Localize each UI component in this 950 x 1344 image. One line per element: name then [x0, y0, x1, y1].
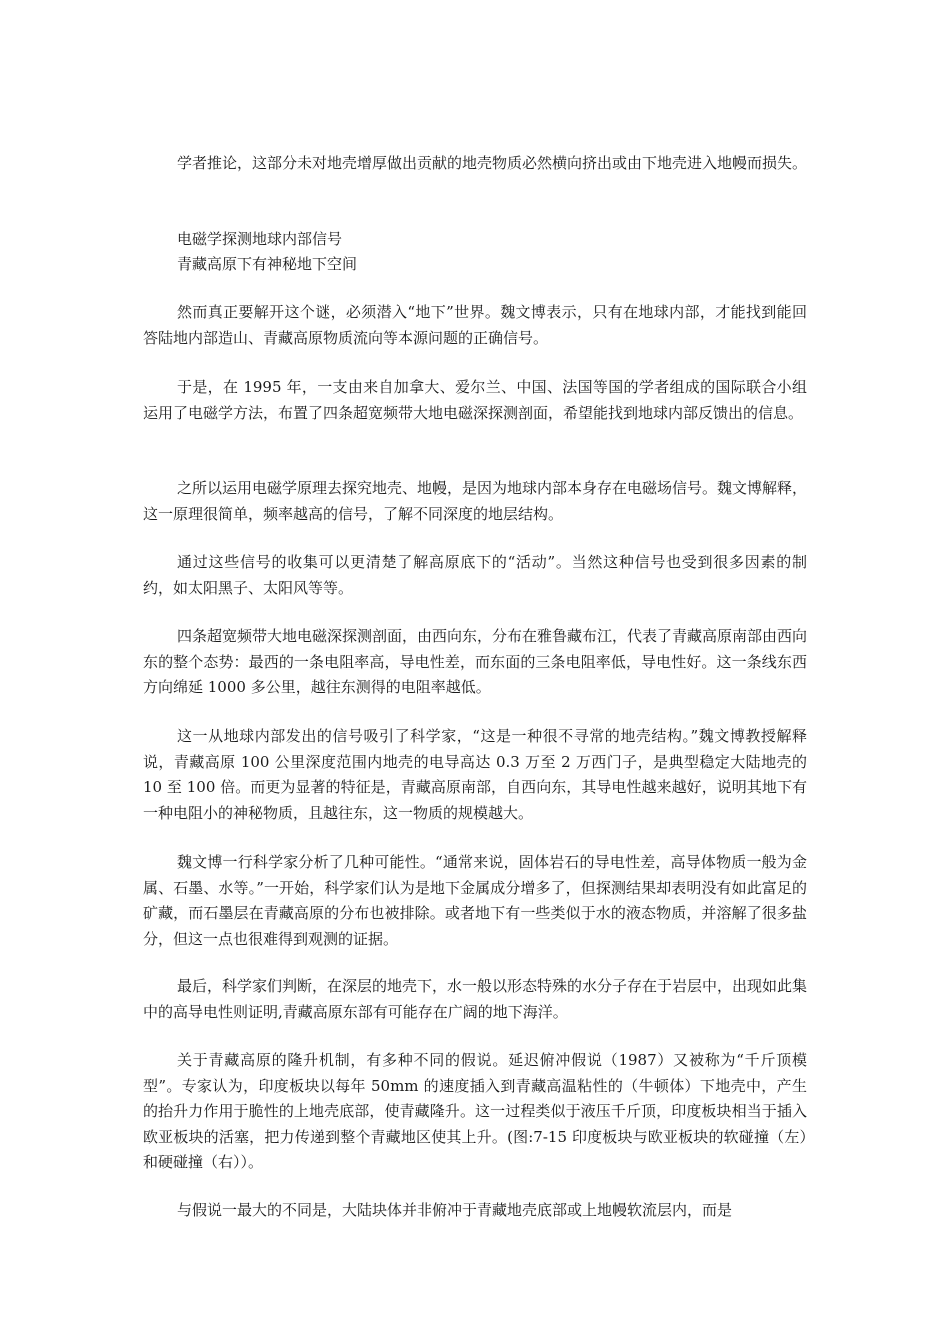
paragraph-5: 通过这些信号的收集可以更清楚了解高原底下的“活动”。当然这种信号也受到很多因素的制约，如太阳黑子、太阳风等等。: [143, 553, 807, 597]
section-heading-2: 青藏高原下有神秘地下空间: [177, 255, 358, 273]
paragraph-2: 然而真正要解开这个谜，必须潜入“地下”世界。魏文博表示，只有在地球内部，才能找到能回答陆地内部造山、青藏高原物质流向等本源问题的正确信号。: [143, 303, 807, 347]
paragraph-11: 与假说一最大的不同是，大陆块体并非俯冲于青藏地壳底部或上地幔软流层内，而是: [177, 1201, 733, 1219]
paragraph-7: 这一从地球内部发出的信号吸引了科学家，“这是一种很不寻常的地壳结构。”魏文博教授解释说，青藏高原 100 公里深度范围内地壳的电导高达 0.3 万至 2 万西门子，是典型稳定大陆地壳的 10 至 100 倍。而更为显著的特征是，青藏高原南部，自西向东，其导电性越来越好，说明其地下有一种电阻小的神秘物质，且越往东，这一物质的规模越大。: [143, 727, 807, 822]
paragraph-10: 关于青藏高原的隆升机制，有多种不同的假说。延迟俯冲假说（1987）又被称为“千斤顶模型”。专家认为，印度板块以每年 50mm 的速度插入到青藏高温粘性的（牛顿体）下地壳中，产生的抬升力作用于脆性的上地壳底部，使青藏隆升。这一过程类似于液压千斤顶，印度板块相当于插入欧亚板块的活塞，把力传递到整个青藏地区使其上升。(图:7-15 印度板块与欧亚板块的软碰撞（左）和硬碰撞（右））。: [143, 1051, 807, 1171]
paragraph-8: 魏文博一行科学家分析了几种可能性。“通常来说，固体岩石的导电性差，高导体物质一般为金属、石墨、水等。”一开始，科学家们认为是地下金属成分增多了，但探测结果却表明没有如此富足的矿藏，而石墨层在青藏高原的分布也被排除。或者地下有一些类似于水的液态物质，并溶解了很多盐分，但这一点也很难得到观测的证据。: [143, 853, 807, 948]
section-heading-1: 电磁学探测地球内部信号: [177, 230, 343, 248]
paragraph-6: 四条超宽频带大地电磁深探测剖面，由西向东，分布在雅鲁藏布江，代表了青藏高原南部由西向东的整个态势：最西的一条电阻率高，导电性差，而东面的三条电阻率低，导电性好。这一条线东西方向绵延 1000 多公里，越往东测得的电阻率越低。: [143, 627, 808, 696]
paragraph-1: 学者推论，这部分未对地壳增厚做出贡献的地壳物质必然横向挤出或由下地壳进入地幔而损失。: [177, 154, 808, 172]
paragraph-3: 于是，在 1995 年，一支由来自加拿大、爱尔兰、中国、法国等国的学者组成的国际联合小组运用了电磁学方法，布置了四条超宽频带大地电磁深探测剖面，希望能找到地球内部反馈出的信息。: [143, 378, 807, 422]
paragraph-4: 之所以运用电磁学原理去探究地壳、地幔，是因为地球内部本身存在电磁场信号。魏文博解释，这一原理很简单，频率越高的信号，了解不同深度的地层结构。: [143, 479, 808, 523]
paragraph-9: 最后，科学家们判断，在深层的地壳下，水一般以形态特殊的水分子存在于岩层中，出现如此集中的高导电性则证明,青藏高原东部有可能存在广阔的地下海洋。: [143, 977, 808, 1021]
